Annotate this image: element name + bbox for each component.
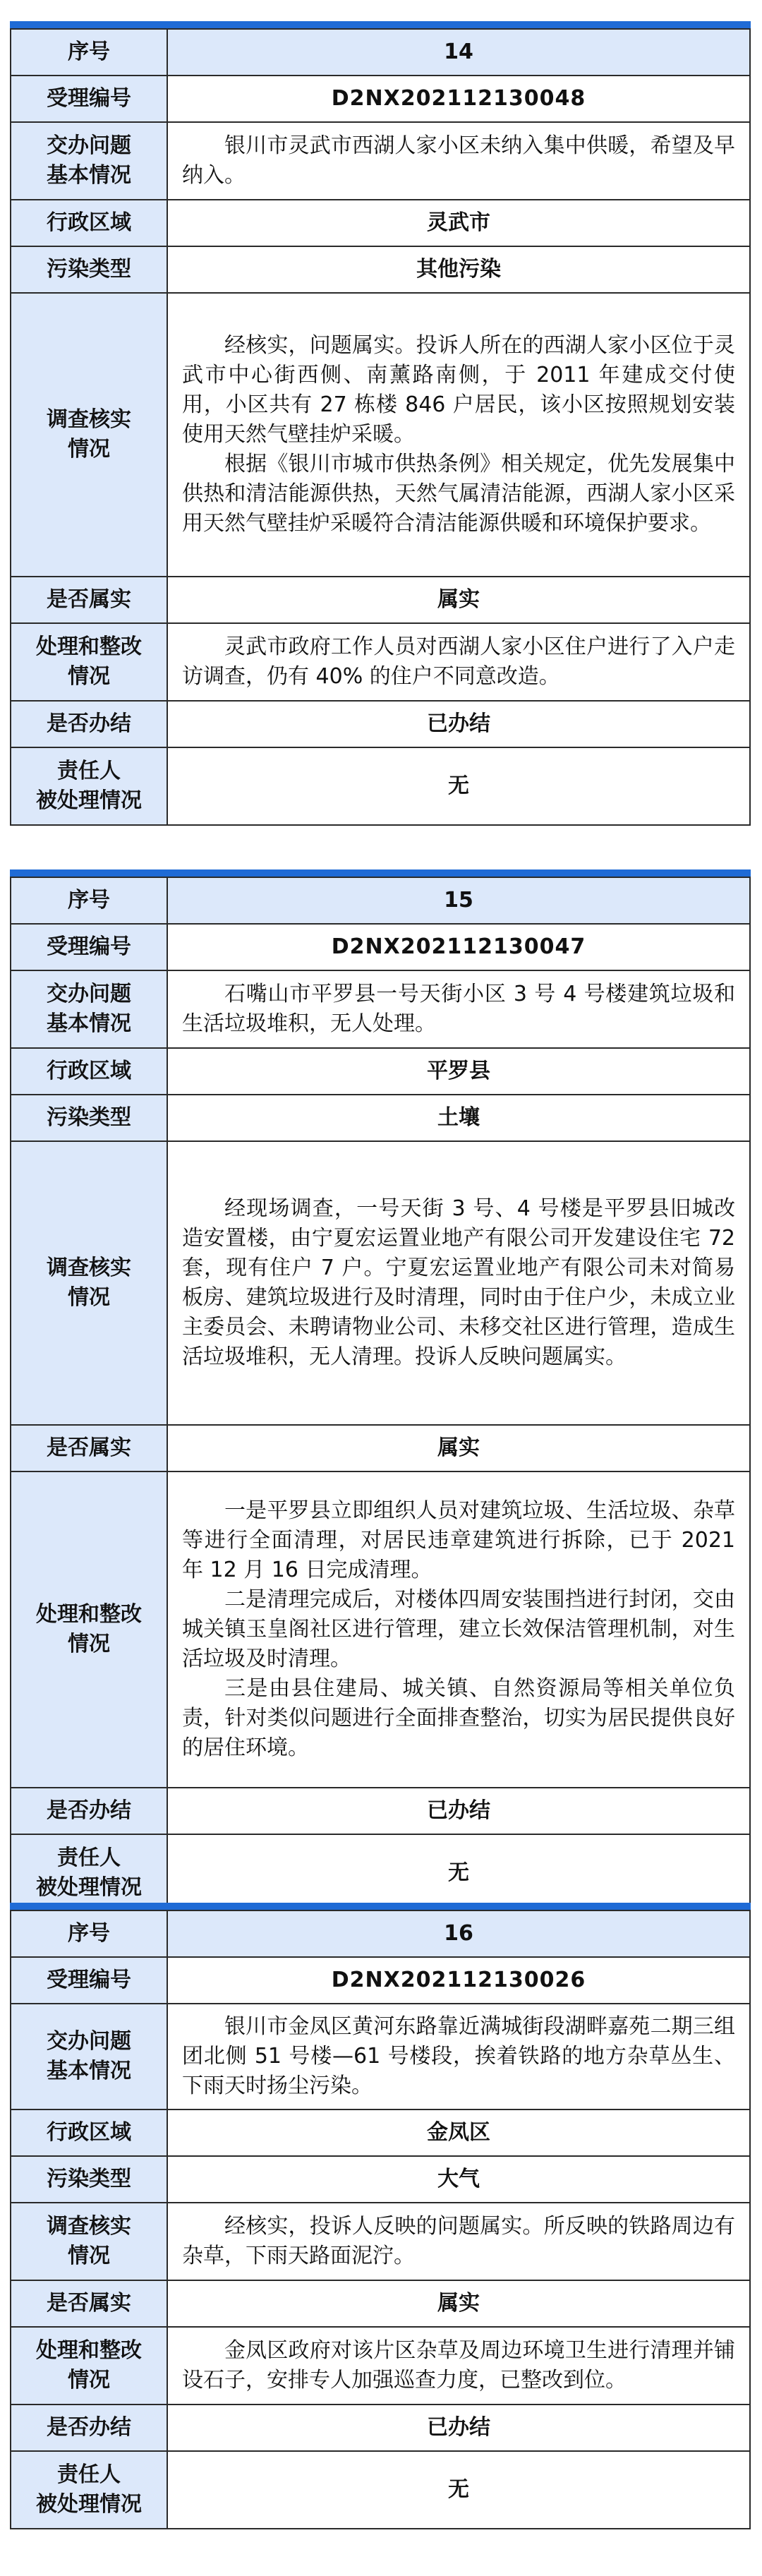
value-is-true: 属实 bbox=[167, 577, 750, 623]
label-is-true: 是否属实 bbox=[11, 577, 167, 623]
value-accountability: 无 bbox=[167, 747, 750, 825]
value-index: 15 bbox=[167, 877, 750, 924]
label-handling: 处理和整改 情况 bbox=[11, 2327, 167, 2405]
record-card-16 bbox=[10, 1903, 751, 2529]
paragraph: 二是清理完成后，对楼体四周安装围挡进行封闭，交由城关镇玉皇阁社区进行管理，建立长效保洁管理机制，对生活垃圾及时清理。 bbox=[182, 1587, 735, 1671]
label-is-true: 是否属实 bbox=[11, 2280, 167, 2327]
label-problem: 交办问题 基本情况 bbox=[11, 2004, 167, 2109]
value-pollution: 大气 bbox=[167, 2156, 750, 2203]
value-problem: 石嘴山市平罗县一号天街小区 3 号 4 号楼建筑垃圾和生活垃圾堆积，无人处理。 bbox=[167, 970, 750, 1048]
label-handling: 处理和整改 情况 bbox=[11, 1471, 167, 1788]
paragraph: 经现场调查，一号天街 3 号、4 号楼是平罗县旧城改造安置楼，由宁夏宏运置业地产有限公司开发建设住宅 72 套，现有住户 7 户。宁夏宏运置业地产有限公司未对简易板房、建筑垃圾进行及时清理，同时由于住户少，未成立业主委员会、未聘请物业公司、未移交社区进行管理，造成生活垃圾堆积，无人清理。投诉人反映问题属实。 bbox=[182, 1196, 735, 1369]
paragraph: 灵武市政府工作人员对西湖人家小区住户进行了入户走访调查，仍有 40% 的住户不同意改造。 bbox=[182, 634, 735, 689]
paragraph: 三是由县住建局、城关镇、自然资源局等相关单位负责，针对类似问题进行全面排查整治，切实为居民提供良好的居住环境。 bbox=[182, 1676, 735, 1760]
label-problem: 交办问题 基本情况 bbox=[11, 970, 167, 1048]
label-index: 序号 bbox=[11, 29, 167, 76]
label-region: 行政区域 bbox=[11, 1048, 167, 1095]
value-region: 平罗县 bbox=[167, 1048, 750, 1095]
label-problem: 交办问题 基本情况 bbox=[11, 122, 167, 200]
label-region: 行政区域 bbox=[11, 200, 167, 246]
value-accountability: 无 bbox=[167, 2451, 750, 2529]
paragraph: 根据《银川市城市供热条例》相关规定，优先发展集中供热和清洁能源供热，天然气属清洁能源，西湖人家小区采用天然气壁挂炉采暖符合清洁能源供暖和环境保护要求。 bbox=[182, 452, 735, 536]
label-investigation: 调查核实 情况 bbox=[11, 1141, 167, 1425]
label-accountability: 责任人 被处理情况 bbox=[11, 2451, 167, 2529]
value-closed: 已办结 bbox=[167, 1788, 750, 1834]
label-index: 序号 bbox=[11, 877, 167, 924]
value-case-no: D2NX202112130026 bbox=[167, 1957, 750, 2004]
label-pollution: 污染类型 bbox=[11, 2156, 167, 2203]
value-case-no: D2NX202112130048 bbox=[167, 76, 750, 122]
label-investigation: 调查核实 情况 bbox=[11, 2203, 167, 2280]
paragraph: 一是平罗县立即组织人员对建筑垃圾、生活垃圾、杂草等进行全面清理，对居民违章建筑进行拆除，已于 2021 年 12 月 16 日完成清理。 bbox=[182, 1498, 735, 1582]
record-card-14 bbox=[10, 21, 751, 826]
record-table bbox=[10, 877, 751, 1913]
record-table bbox=[10, 28, 751, 826]
value-investigation bbox=[167, 2203, 750, 2280]
value-problem: 银川市灵武市西湖人家小区未纳入集中供暖，希望及早纳入。 bbox=[167, 122, 750, 200]
label-handling: 处理和整改 情况 bbox=[11, 623, 167, 701]
value-handling bbox=[167, 1471, 750, 1788]
record-table bbox=[10, 1910, 751, 2529]
paragraph: 金凤区政府对该片区杂草及周边环境卫生进行清理并铺设石子，安排专人加强巡查力度，已整改到位。 bbox=[182, 2338, 735, 2393]
value-index: 16 bbox=[167, 1910, 750, 1957]
value-closed: 已办结 bbox=[167, 2405, 750, 2451]
value-pollution: 其他污染 bbox=[167, 246, 750, 293]
label-index: 序号 bbox=[11, 1910, 167, 1957]
value-problem: 银川市金凤区黄河东路靠近满城街段湖畔嘉苑二期三组团北侧 51 号楼—61 号楼段，挨着铁路的地方杂草丛生、下雨天时扬尘污染。 bbox=[167, 2004, 750, 2109]
label-closed: 是否办结 bbox=[11, 701, 167, 747]
label-pollution: 污染类型 bbox=[11, 1095, 167, 1141]
label-investigation: 调查核实 情况 bbox=[11, 293, 167, 577]
value-pollution: 土壤 bbox=[167, 1095, 750, 1141]
value-is-true: 属实 bbox=[167, 2280, 750, 2327]
label-pollution: 污染类型 bbox=[11, 246, 167, 293]
value-handling bbox=[167, 2327, 750, 2405]
value-closed: 已办结 bbox=[167, 701, 750, 747]
value-investigation bbox=[167, 1141, 750, 1425]
value-region: 灵武市 bbox=[167, 200, 750, 246]
value-is-true: 属实 bbox=[167, 1425, 750, 1471]
label-closed: 是否办结 bbox=[11, 1788, 167, 1834]
value-index: 14 bbox=[167, 29, 750, 76]
value-region: 金凤区 bbox=[167, 2109, 750, 2156]
label-accountability: 责任人 被处理情况 bbox=[11, 1834, 167, 1912]
paragraph: 经核实，投诉人反映的问题属实。所反映的铁路周边有杂草，下雨天路面泥泞。 bbox=[182, 2214, 735, 2268]
paragraph: 经核实，问题属实。投诉人所在的西湖人家小区位于灵武市中心街西侧、南薰路南侧，于 2011 年建成交付使用，小区共有 27 栋楼 846 户居民，该小区按照规划安装使用天然气壁挂炉采暖。 bbox=[182, 333, 735, 447]
label-case-no: 受理编号 bbox=[11, 924, 167, 970]
label-region: 行政区域 bbox=[11, 2109, 167, 2156]
value-accountability: 无 bbox=[167, 1834, 750, 1912]
label-case-no: 受理编号 bbox=[11, 76, 167, 122]
record-card-15 bbox=[10, 869, 751, 1913]
value-case-no: D2NX202112130047 bbox=[167, 924, 750, 970]
label-closed: 是否办结 bbox=[11, 2405, 167, 2451]
label-is-true: 是否属实 bbox=[11, 1425, 167, 1471]
value-handling bbox=[167, 623, 750, 701]
label-case-no: 受理编号 bbox=[11, 1957, 167, 2004]
value-investigation bbox=[167, 293, 750, 577]
label-accountability: 责任人 被处理情况 bbox=[11, 747, 167, 825]
